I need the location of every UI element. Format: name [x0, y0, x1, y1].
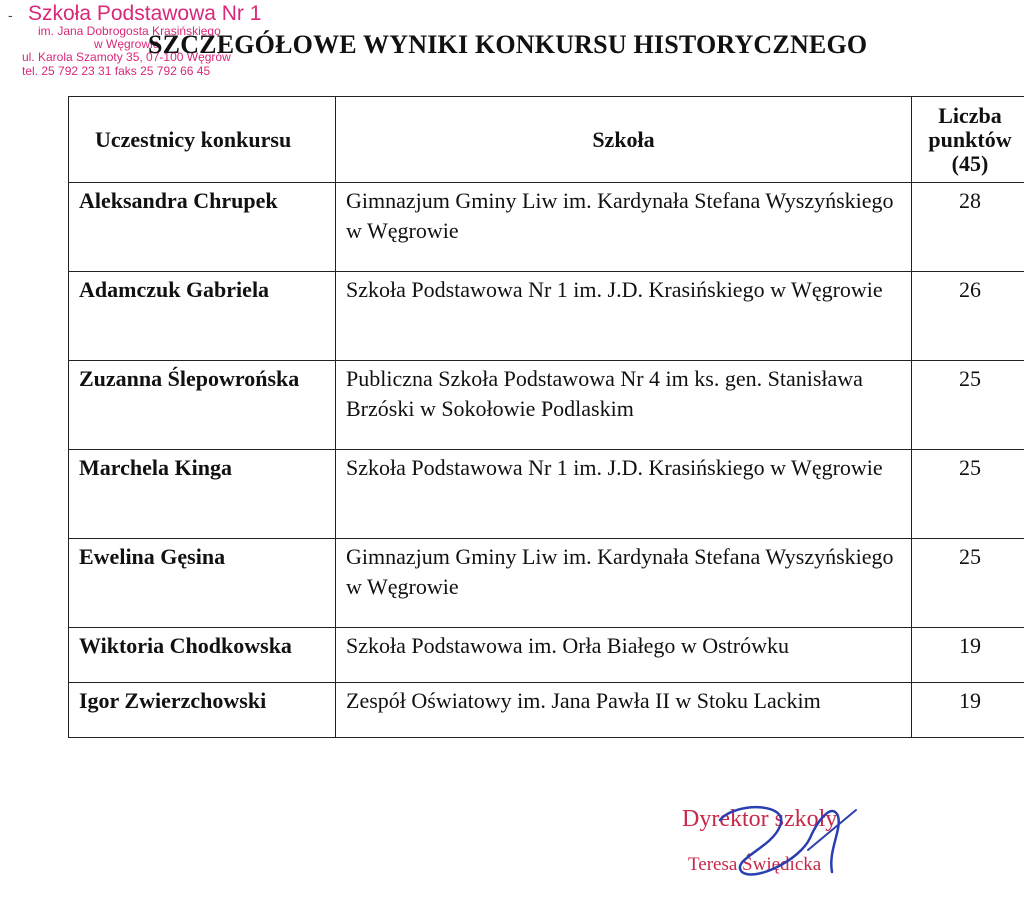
table-row: [69, 183, 1024, 272]
table-header-row: [69, 97, 1024, 183]
signature-name: Teresa Świędicka: [688, 854, 822, 875]
points-value: 25: [912, 361, 1024, 450]
header-school: Szkoła: [336, 97, 912, 183]
stamp-city: w Węgrowie: [94, 37, 160, 52]
school-name: Zespół Oświatowy im. Jana Pawła II w Stoku Lackim: [336, 683, 912, 738]
table-row: [69, 539, 1024, 628]
school-name: Gimnazjum Gminy Liw im. Kardynała Stefana Wyszyńskiego w Węgrowie: [336, 183, 912, 272]
table-row: [69, 272, 1024, 361]
participant-name: Adamczuk Gabriela: [69, 272, 336, 361]
school-name: Szkoła Podstawowa Nr 1 im. J.D. Krasińskiego w Węgrowie: [336, 450, 912, 539]
table-row: [69, 628, 1024, 683]
school-name: Publiczna Szkoła Podstawowa Nr 4 im ks. gen. Stanisława Brzóski w Sokołowie Podlaskim: [336, 361, 912, 450]
header-points: Liczba punktów (45): [912, 97, 1024, 183]
participant-name: Marchela Kinga: [69, 450, 336, 539]
document-title: SZCZEGÓŁOWE WYNIKI KONKURSU HISTORYCZNEGO: [148, 30, 868, 59]
points-value: 19: [912, 683, 1024, 738]
participant-name: Zuzanna Ślepowrońska: [69, 361, 336, 450]
participant-name: Igor Zwierzchowski: [69, 683, 336, 738]
header-participants: Uczestnicy konkursu: [69, 97, 336, 183]
handwritten-signature-icon: [660, 790, 920, 890]
participant-name: Wiktoria Chodkowska: [69, 628, 336, 683]
points-value: 19: [912, 628, 1024, 683]
margin-mark: -: [8, 7, 13, 23]
table-row: [69, 361, 1024, 450]
table-row: [69, 450, 1024, 539]
table-row: [69, 683, 1024, 738]
stamp-address: ul. Karola Szamoty 35, 07-100 Węgrów: [22, 50, 231, 65]
stamp-patron: im. Jana Dobrogosta Krasińskiego: [38, 24, 221, 39]
signature-role: Dyrektor szkoły: [682, 806, 838, 832]
participant-name: Aleksandra Chrupek: [69, 183, 336, 272]
points-value: 26: [912, 272, 1024, 361]
stamp-phone: tel. 25 792 23 31 faks 25 792 66 45: [22, 63, 211, 78]
school-name: Gimnazjum Gminy Liw im. Kardynała Stefana Wyszyńskiego w Węgrowie: [336, 539, 912, 628]
points-value: 25: [912, 450, 1024, 539]
stamp-school-name: Szkoła Podstawowa Nr 1: [28, 2, 262, 25]
school-name: Szkoła Podstawowa Nr 1 im. J.D. Krasińskiego w Węgrowie: [336, 272, 912, 361]
signature-block: [660, 790, 920, 890]
points-value: 25: [912, 539, 1024, 628]
points-value: 28: [912, 183, 1024, 272]
results-table: [68, 96, 1024, 738]
school-name: Szkoła Podstawowa im. Orła Białego w Ostrówku: [336, 628, 912, 683]
participant-name: Ewelina Gęsina: [69, 539, 336, 628]
